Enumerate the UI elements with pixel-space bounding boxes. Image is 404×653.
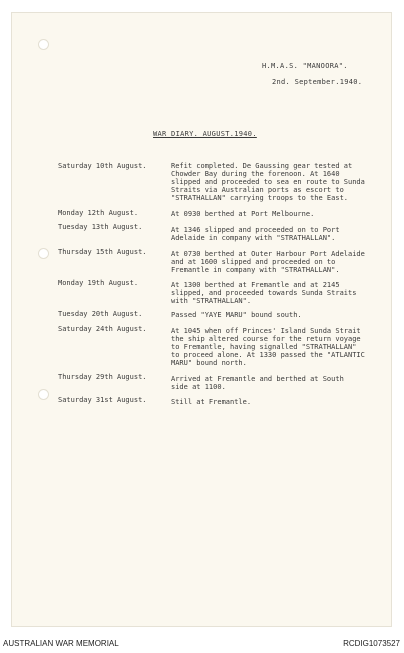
- entry-date: Monday 19th August.: [58, 279, 139, 287]
- punch-hole-top: [38, 39, 49, 50]
- entry-text: Refit completed. De Gaussing gear tested at Chowder Bay during the forenoon. At 1640 slipped and proceeded to sea en route to Sunda Straits via Australian ports as escort to "STRATHALLAN" carrying troops to the East.: [171, 162, 365, 202]
- entry-date: Tuesday 20th August.: [58, 310, 143, 318]
- entry-text: At 1045 when off Princes' Island Sunda Strait the ship altered course for the return voyage to Fremantle, having signalled "STRATHALLAN" to proceed alone. At 1330 passed the "ATLANTIC MARU" bound north.: [171, 327, 365, 367]
- record-id: RCDIG1073527: [343, 639, 400, 648]
- entry-date: Monday 12th August.: [58, 209, 139, 217]
- entry-date: Saturday 10th August.: [58, 162, 147, 170]
- entry-date: Saturday 31st August.: [58, 396, 147, 404]
- ship-name: H.M.A.S. "MANOORA".: [262, 62, 348, 70]
- diary-title: WAR DIARY. AUGUST.1940.: [153, 130, 257, 138]
- entry-date: Thursday 29th August.: [58, 373, 147, 381]
- entry-text: Arrived at Fremantle and berthed at South side at 1100.: [171, 375, 344, 391]
- entry-text: At 0730 berthed at Outer Harbour Port Adelaide and at 1600 slipped and proceeded on to Fremantle in company with "STRATHALLAN".: [171, 250, 365, 274]
- footer-bar: [0, 636, 404, 653]
- entry-date: Thursday 15th August.: [58, 248, 147, 256]
- punch-hole-middle: [38, 248, 49, 259]
- document-date: 2nd. September.1940.: [272, 78, 363, 86]
- entry-text: At 1346 slipped and proceeded on to Port Adelaide in company with "STRATHALLAN".: [171, 226, 340, 242]
- punch-hole-bottom: [38, 389, 49, 400]
- entry-text: Passed "YAYE MARU" bound south.: [171, 311, 302, 319]
- entry-text: Still at Fremantle.: [171, 398, 252, 406]
- document-page: [11, 12, 392, 627]
- entry-text: At 0930 berthed at Port Melbourne.: [171, 210, 315, 218]
- source-label: AUSTRALIAN WAR MEMORIAL: [3, 639, 119, 648]
- entry-text: At 1300 berthed at Fremantle and at 2145 slipped, and proceeded towards Sunda Straits with "STRATHALLAN".: [171, 281, 357, 305]
- entry-date: Tuesday 13th August.: [58, 223, 143, 231]
- entry-date: Saturday 24th August.: [58, 325, 147, 333]
